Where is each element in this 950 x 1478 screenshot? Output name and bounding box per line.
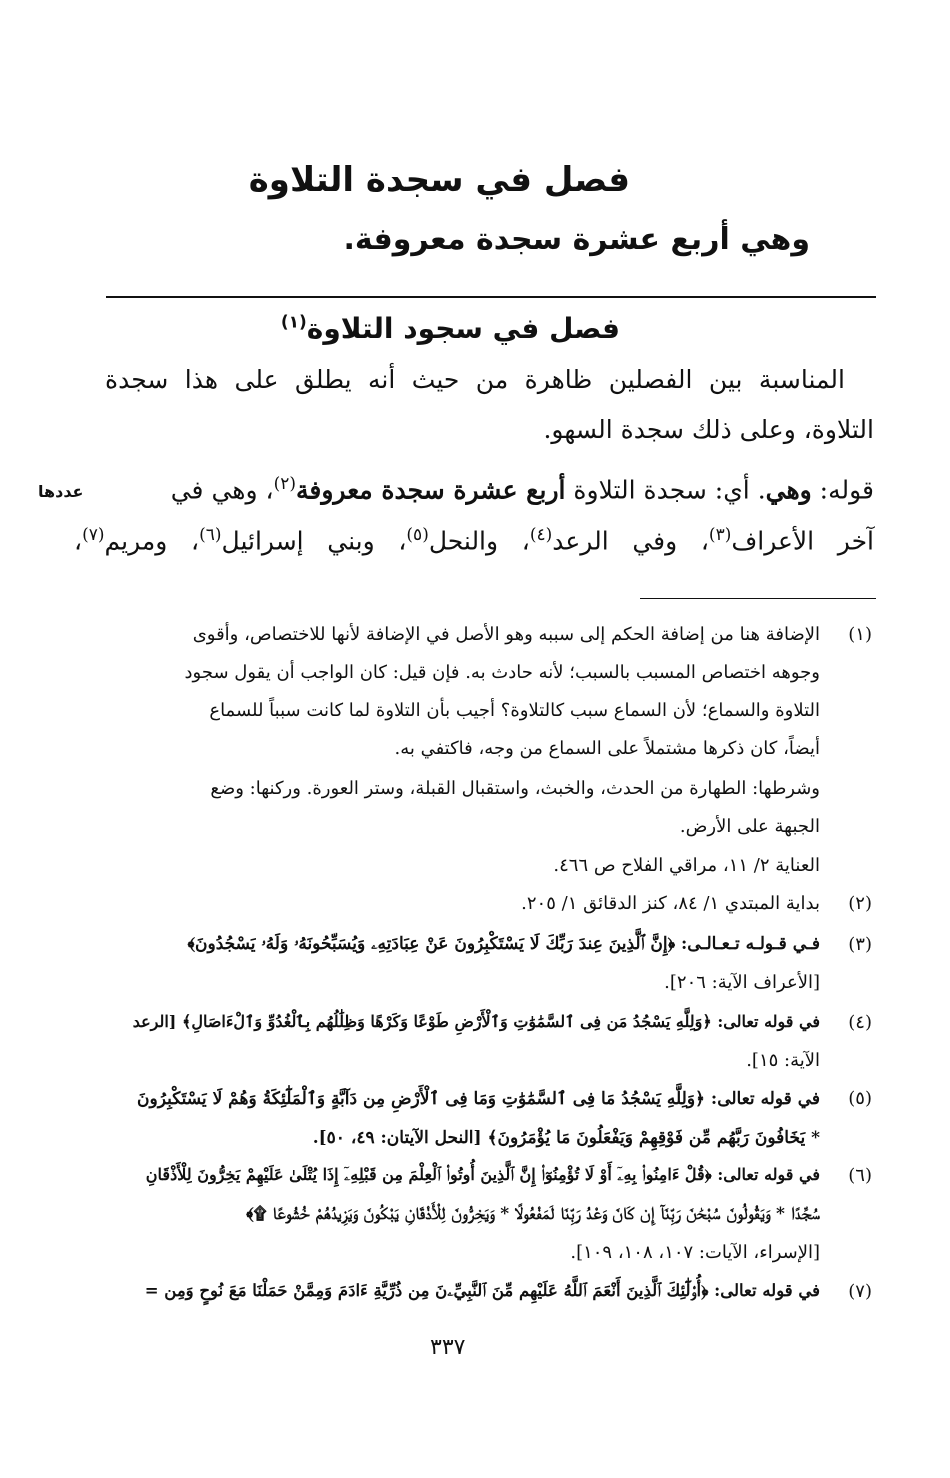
footnote-quran-line: * يَخَافُونَ رَبَّهُم مِّن فَوْقِهِمْ وَيَفْعَلُونَ مَا يُؤْمَرُونَ﴾ [النحل الآيتان: ٤٩، ٥٠]. — [312, 1128, 820, 1148]
footnote-line: [الإسراء، الآيات: ١٠٧، ١٠٨، ١٠٩]. — [570, 1242, 820, 1263]
quoted-matn: أربع عشرة سجدة معروفة — [295, 475, 566, 505]
text-span: قوله: — [811, 475, 874, 505]
footnote-line: التلاوة والسماع؛ لأن السماع سبب كالتلاوة؟ أجيب بأن التلاوة لما كانت سبباً للسماع — [209, 700, 820, 721]
text-span: ، وهي في — [170, 475, 274, 505]
footnote-line: [الأعراف الآية: ٢٠٦]. — [664, 972, 820, 993]
sharh-title-text: فصل في سجود التلاوة — [306, 312, 620, 345]
footnote-line: وجوهه اختصاص المسبب بالسبب؛ لأنه حادث به. فإن قيل: كان الواجب أن يقول سجود — [184, 662, 820, 683]
separator-rule — [106, 296, 876, 298]
quoted-matn: وهي — [765, 475, 812, 505]
footnote-number: (٢) — [848, 893, 872, 914]
text-span: ، — [74, 526, 83, 556]
text-span: . أي: سجدة التلاوة — [565, 475, 766, 505]
matn-title: فصل في سجدة التلاوة — [248, 160, 630, 200]
footnote-number: (٧) — [848, 1281, 872, 1302]
footnote-number: (٤) — [848, 1012, 872, 1033]
footnote-number: (٣) — [848, 934, 872, 955]
margin-note: عددها — [38, 482, 84, 501]
footnote-line: العناية ٢/ ١١، مراقي الفلاح ص ٤٦٦. — [553, 855, 820, 876]
matn-text: وهي أربع عشرة سجدة معروفة. — [343, 222, 810, 257]
footnote-quran-line: في قوله تعالى: ﴿وَلِلَّهِ يَسْجُدُ مَن فِى ٱلسَّمَٰوَٰتِ وَٱلْأَرْضِ طَوْعًا وَكَرْهًا وَظِلَٰلُهُم بِٱلْغُدُوِّ وَٱلْءَاصَالِ﴾ [الرعد — [132, 1012, 820, 1031]
footnote-ref: (٣) — [708, 525, 732, 545]
footnote-ref: (٤) — [529, 525, 553, 545]
text-span: ، والنحل — [428, 526, 530, 556]
footnote-ref: (٢) — [273, 474, 296, 494]
sharh-line-3 — [171, 474, 874, 504]
footnote-ref: (٥) — [406, 525, 429, 545]
footnote-quran-line: في قوله تعالى: ﴿أُو۟لَٰٓئِكَ ٱلَّذِينَ أَنْعَمَ ٱللَّهُ عَلَيْهِم مِّنَ ٱلنَّبِيِّۦنَ مِن ذُرِّيَّةِ ءَادَمَ وَمِمَّنْ حَمَلْنَا مَعَ نُوحٍ وَمِن = — [144, 1281, 820, 1300]
sharh-line-2: التلاوة، وعلى ذلك سجدة السهو. — [543, 415, 874, 444]
footnote-quran-line: في قوله تعالى: ﴿قُلْ ءَامِنُوا۟ بِهِۦٓ أَوْ لَا تُؤْمِنُوٓا۟ إِنَّ ٱلَّذِينَ أُوتُوا۟ ٱلْعِلْمَ مِن قَبْلِهِۦٓ إِذَا يُتْلَىٰ عَلَيْهِمْ يَخِرُّونَ لِلْأَذْقَانِ — [145, 1165, 820, 1184]
footnote-ref: (٧) — [82, 525, 105, 545]
sharh-line-4 — [74, 525, 874, 555]
footnote-line: الآية: ١٥]. — [746, 1050, 820, 1071]
footnote-line: أيضاً، كان ذكرها مشتملاً على السماع من وجه، فاكتفي به. — [394, 738, 820, 759]
footnote-quran-line: سُجَّدًا * وَيَقُولُونَ سُبْحَٰنَ رَبِّنَآ إِن كَانَ وَعْدُ رَبِّنَا لَمَفْعُولًا * وَيَخِرُّونَ لِلْأَذْقَانِ يَبْكُونَ وَيَزِيدُهُمْ خُشُوعًا ۩﴾ — [246, 1204, 820, 1224]
footnote-quran-line: في قوله تعالى: ﴿وَلِلَّهِ يَسْجُدُ مَا فِى ٱلسَّمَٰوَٰتِ وَمَا فِى ٱلْأَرْضِ مِن دَآبَّةٍ وَٱلْمَلَٰٓئِكَةُ وَهُمْ لَا يَسْتَكْبِرُونَ — [137, 1089, 820, 1109]
footnote-line: بداية المبتدي ١/ ٨٤، كنز الدقائق ١/ ٢٠٥. — [521, 893, 820, 914]
footnote-ref: (٦) — [199, 525, 222, 545]
footnote-line: وشرطها: الطهارة من الحدث، والخبث، واستقبال القبلة، وستر العورة. وركنها: وضع — [210, 778, 820, 799]
footnote-number: (٥) — [848, 1088, 872, 1109]
footnote-line: الجبهة على الأرض. — [679, 816, 820, 837]
footnote-number: (١) — [848, 624, 872, 645]
footnote-number: (٦) — [848, 1165, 872, 1186]
text-span: آخر الأعراف — [731, 526, 874, 556]
text-span: ، وفي الرعد — [552, 526, 709, 556]
footnote-rule — [640, 598, 876, 599]
footnote-quran-line: فـي قـولـه تـعـالـى: ﴿إِنَّ ٱلَّذِينَ عِندَ رَبِّكَ لَا يَسْتَكْبِرُونَ عَنْ عِبَادَتِهِۦ وَيُسَبِّحُونَهُۥ وَلَهُۥ يَسْجُدُونَ﴾ — [187, 934, 820, 954]
sharh-line-1: المناسبة بين الفصلين ظاهرة من حيث أنه يطلق على هذا سجدة — [105, 365, 845, 394]
text-span: ، ومريم — [104, 526, 200, 556]
text-span: ، وبني إسرائيل — [221, 526, 407, 556]
sharh-title — [281, 312, 620, 345]
page-number: ٣٣٧ — [430, 1335, 466, 1360]
footnote-line: الإضافة هنا من إضافة الحكم إلى سببه وهو الأصل في الإضافة لأنها للاختصاص، وأقوى — [192, 624, 820, 645]
footnote-ref: (١) — [280, 312, 307, 333]
